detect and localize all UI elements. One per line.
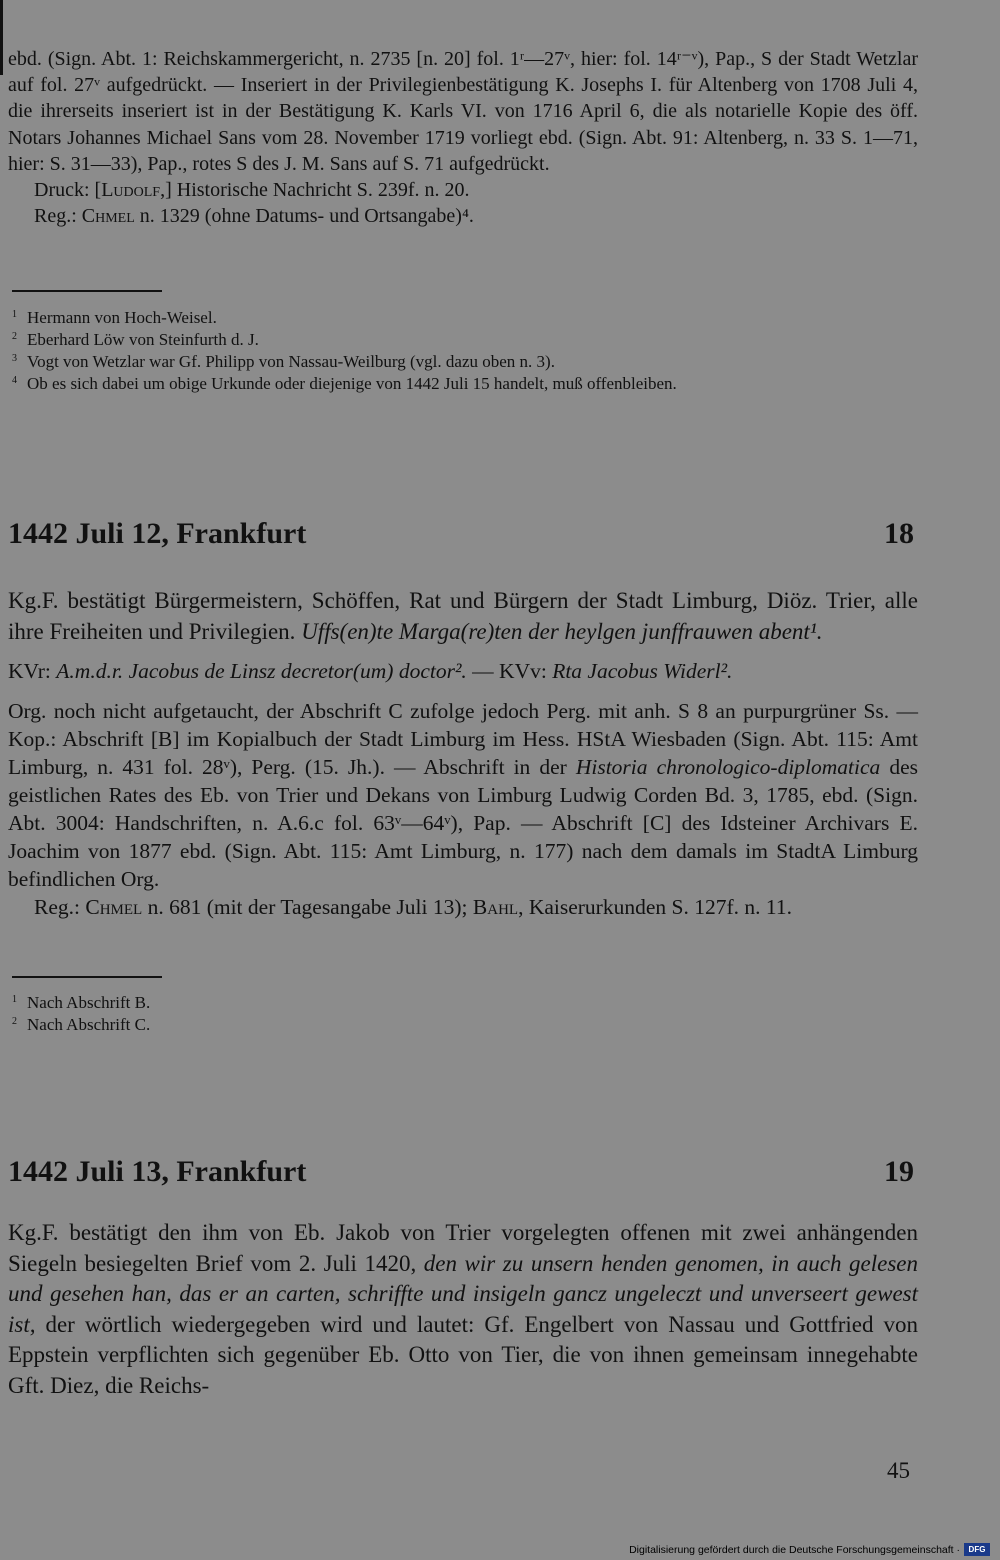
funding-credit <box>629 1543 990 1556</box>
page-number: 45 <box>887 1458 910 1483</box>
tradition-note: Org. noch nicht aufgetaucht, der Abschrift C zufolge jedoch Perg. mit anh. S 8 an purpurgrüner Ss. — Kop.: Abschrift [B] im Kopialbuch der Stadt Limburg im Hess. HStA Wiesbaden (Sign. Abt. 115: Amt Limburg, n. 431 fol. 28ᵛ), Perg. (15. Jh.). — Abschrift in der Historia chronologico-diplomatica des geistlichen Rates des Eb. von Trier und Dekans von Limburg Ludwig Corden Bd. 3, 1785, ebd. (Sign. Abt. 3004: Handschriften, n. A.6.c fol. 63ᵛ—64ᵛ), Pap. — Abschrift [C] des Idsteiner Archivars E. Joachim von 1877 ebd. (Sign. Abt. 115: Amt Limburg, n. 177) nach dem damals im StadtA Limburg befindlichen Org. <box>8 699 918 891</box>
kanzleivermerk: KVr: A.m.d.r. Jacobus de Linsz decretor(um) doctor². — KVv: Rta Jacobus Widerl². <box>8 659 733 683</box>
entry-number: 19 <box>884 1155 914 1188</box>
footnote: $^4$ Ob es sich dabei um obige Urkunde oder diejenige von 1442 Juli 15 handelt, muß offenbleiben. <box>12 374 677 393</box>
regest: Kg.F. bestätigt Bürgermeistern, Schöffen, Rat und Bürgern der Stadt Limburg, Diöz. Trier, alle ihre Freiheiten und Privilegien. Uffs(en)te Marga(re)ten der heylgen junffrauwen abent¹. <box>8 588 918 644</box>
footnote: $^3$ Vogt von Wetzlar war Gf. Philipp von Nassau-Weilburg (vgl. dazu oben n. 3). <box>12 352 555 371</box>
entry-heading-18 <box>8 516 918 552</box>
reg-line: Reg.: Chmel n. 1329 (ohne Datums- und Ortsangabe)⁴. <box>34 205 474 228</box>
credit-text: Digitalisierung gefördert durch die Deutsche Forschungsgemeinschaft · <box>629 1543 960 1556</box>
footnote-rule <box>12 976 162 978</box>
footnote: $^2$ Eberhard Löw von Steinfurth d. J. <box>12 330 259 349</box>
archive-text: ebd. (Sign. Abt. 1: Reichskammergericht, n. 2735 [n. 20] fol. 1ʳ—27ᵛ, hier: fol. 14ʳ⁻ᵛ), Pap., S der Stadt Wetzlar auf fol. 27ᵛ aufgedrückt. — Inseriert in der Privilegienbestätigung K. Josephs I. für Altenberg von 1708 Juli 4, die ihrerseits inseriert ist in der Bestätigung K. Karls VI. von 1716 April 6, die als notarielle Kopie des öff. Notars Johannes Michael Sans vom 28. November 1719 vorliegt ebd. (Sign. Abt. 91: Altenberg, n. 33 S. 1—71, hier: S. 31—33), Pap., rotes S des J. M. Sans auf S. 71 aufgedrückt. <box>8 48 918 175</box>
druck-line: Druck: [Ludolf,] Historische Nachricht S. 239f. n. 20. <box>34 179 470 202</box>
reg-line: Reg.: Chmel n. 681 (mit der Tagesangabe Juli 13); Bahl, Kaiserurkunden S. 127f. n. 11. <box>34 895 792 919</box>
footnote: $^1$ Hermann von Hoch-Weisel. <box>12 308 217 327</box>
regest: Kg.F. bestätigt den ihm von Eb. Jakob von Trier vorgelegten offenen mit zwei anhängenden Siegeln besiegelten Brief vom 2. Juli 1420, den wir zu unsern henden genomen, in auch gelesen und gesehen han, das er an carten, schriffte und insigeln gancz ungeleczt und unverseert gewest ist, der wörtlich wiedergegeben wird und lautet: Gf. Engelbert von Nassau und Gottfried von Eppstein verpflichten sich gegenüber Eb. Otto von Tier, die von ihnen gemeinsam innegehabte Gft. Diez, die Reichs- <box>8 1220 918 1398</box>
entry-19-body <box>8 1218 918 1401</box>
entry-number: 18 <box>884 517 914 550</box>
entry-date-place: 1442 Juli 13, Frankfurt <box>8 1155 307 1188</box>
footnote: $^1$ Nach Abschrift B. <box>12 993 151 1012</box>
entry-heading-19 <box>8 1154 918 1190</box>
entry-date-place: 1442 Juli 12, Frankfurt <box>8 517 307 550</box>
margin-rule <box>0 0 3 75</box>
dfg-logo-icon: DFG <box>964 1543 990 1556</box>
footnote: $^2$ Nach Abschrift C. <box>12 1015 151 1034</box>
archive-note <box>8 46 918 229</box>
footnote-rule <box>12 290 162 292</box>
entry-18-body <box>8 586 918 921</box>
